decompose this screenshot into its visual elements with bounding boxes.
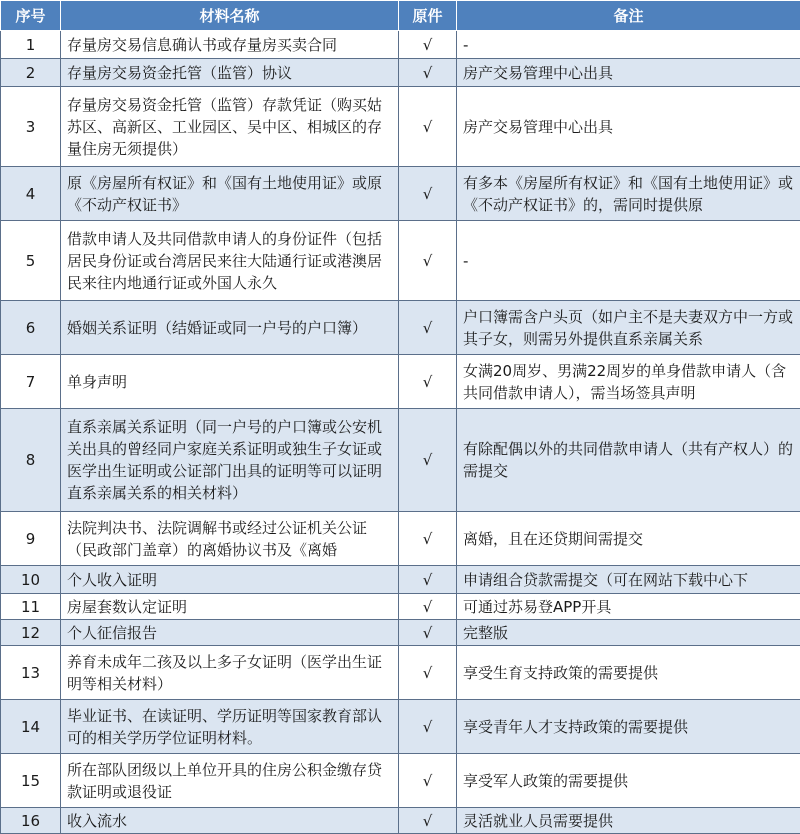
- original-check: √: [399, 409, 457, 512]
- original-check: √: [399, 355, 457, 409]
- original-check: √: [399, 221, 457, 301]
- table-row: [1, 620, 800, 646]
- table-row: [1, 355, 800, 409]
- remark: 申请组合贷款需提交（可在网站下载中心下: [457, 566, 800, 594]
- row-number: 16: [1, 808, 61, 834]
- row-number: 1: [1, 31, 61, 59]
- row-number: 6: [1, 301, 61, 355]
- remark: 房产交易管理中心出具: [457, 87, 800, 167]
- remark: -: [457, 31, 800, 59]
- row-number: 10: [1, 566, 61, 594]
- row-number: 11: [1, 594, 61, 620]
- material-name: 个人征信报告: [61, 620, 399, 646]
- material-name: 直系亲属关系证明（同一户号的户口簿或公安机关出具的曾经同户家庭关系证明或独生子女证或医学出生证明或公证部门出具的证明等可以证明直系亲属关系的相关材料）: [61, 409, 399, 512]
- table-header-row: [1, 1, 800, 31]
- remark: 女满20周岁、男满22周岁的单身借款申请人（含共同借款申请人），需当场签具声明: [457, 355, 800, 409]
- remark: 房产交易管理中心出具: [457, 59, 800, 87]
- original-check: √: [399, 700, 457, 754]
- material-name: 收入流水: [61, 808, 399, 834]
- row-number: 8: [1, 409, 61, 512]
- original-check: √: [399, 59, 457, 87]
- material-name: 存量房交易资金托管（监管）协议: [61, 59, 399, 87]
- remark: 享受生育支持政策的需要提供: [457, 646, 800, 700]
- material-name: 借款申请人及共同借款申请人的身份证件（包括居民身份证或台湾居民来往大陆通行证或港澳居民来往内地通行证或外国人永久: [61, 221, 399, 301]
- header-original: 原件: [399, 1, 457, 31]
- original-check: √: [399, 31, 457, 59]
- material-name: 存量房交易信息确认书或存量房买卖合同: [61, 31, 399, 59]
- header-note: 备注: [457, 1, 800, 31]
- remark: -: [457, 221, 800, 301]
- material-name: 养育未成年二孩及以上多子女证明（医学出生证明等相关材料）: [61, 646, 399, 700]
- row-number: 3: [1, 87, 61, 167]
- row-number: 9: [1, 512, 61, 566]
- row-number: 4: [1, 167, 61, 221]
- row-number: 2: [1, 59, 61, 87]
- remark: 享受军人政策的需要提供: [457, 754, 800, 808]
- remark: 灵活就业人员需要提供: [457, 808, 800, 834]
- table-row: [1, 808, 800, 834]
- original-check: √: [399, 808, 457, 834]
- table-row: [1, 301, 800, 355]
- row-number: 13: [1, 646, 61, 700]
- row-number: 14: [1, 700, 61, 754]
- table-row: [1, 409, 800, 512]
- header-name: 材料名称: [61, 1, 399, 31]
- table-row: [1, 566, 800, 594]
- material-name: 存量房交易资金托管（监管）存款凭证（购买姑苏区、高新区、工业园区、吴中区、相城区的存量住房无须提供）: [61, 87, 399, 167]
- material-name: 婚姻关系证明（结婚证或同一户号的户口簿）: [61, 301, 399, 355]
- material-name: 单身声明: [61, 355, 399, 409]
- original-check: √: [399, 594, 457, 620]
- remark: 有多本《房屋所有权证》和《国有土地使用证》或《不动产权证书》的，需同时提供原: [457, 167, 800, 221]
- material-name: 原《房屋所有权证》和《国有土地使用证》或原《不动产权证书》: [61, 167, 399, 221]
- row-number: 15: [1, 754, 61, 808]
- row-number: 5: [1, 221, 61, 301]
- original-check: √: [399, 301, 457, 355]
- table-row: [1, 594, 800, 620]
- table-row: [1, 87, 800, 167]
- table-row: [1, 754, 800, 808]
- table-row: [1, 167, 800, 221]
- material-name: 个人收入证明: [61, 566, 399, 594]
- material-name: 所在部队团级以上单位开具的住房公积金缴存贷款证明或退役证: [61, 754, 399, 808]
- remark: 享受青年人才支持政策的需要提供: [457, 700, 800, 754]
- material-name: 毕业证书、在读证明、学历证明等国家教育部认可的相关学历学位证明材料。: [61, 700, 399, 754]
- table-row: [1, 646, 800, 700]
- original-check: √: [399, 754, 457, 808]
- row-number: 7: [1, 355, 61, 409]
- remark: 可通过苏易登APP开具: [457, 594, 800, 620]
- material-name: 法院判决书、法院调解书或经过公证机关公证（民政部门盖章）的离婚协议书及《离婚: [61, 512, 399, 566]
- header-no: 序号: [1, 1, 61, 31]
- table-row: [1, 221, 800, 301]
- original-check: √: [399, 512, 457, 566]
- remark: 户口簿需含户头页（如户主不是夫妻双方中一方或其子女，则需另外提供直系亲属关系: [457, 301, 800, 355]
- original-check: √: [399, 167, 457, 221]
- original-check: √: [399, 646, 457, 700]
- table-row: [1, 31, 800, 59]
- table-row: [1, 512, 800, 566]
- original-check: √: [399, 620, 457, 646]
- remark: 有除配偶以外的共同借款申请人（共有产权人）的需提交: [457, 409, 800, 512]
- row-number: 12: [1, 620, 61, 646]
- table-row: [1, 59, 800, 87]
- table-row: [1, 700, 800, 754]
- original-check: √: [399, 566, 457, 594]
- remark: 离婚，且在还贷期间需提交: [457, 512, 800, 566]
- original-check: √: [399, 87, 457, 167]
- material-name: 房屋套数认定证明: [61, 594, 399, 620]
- remark: 完整版: [457, 620, 800, 646]
